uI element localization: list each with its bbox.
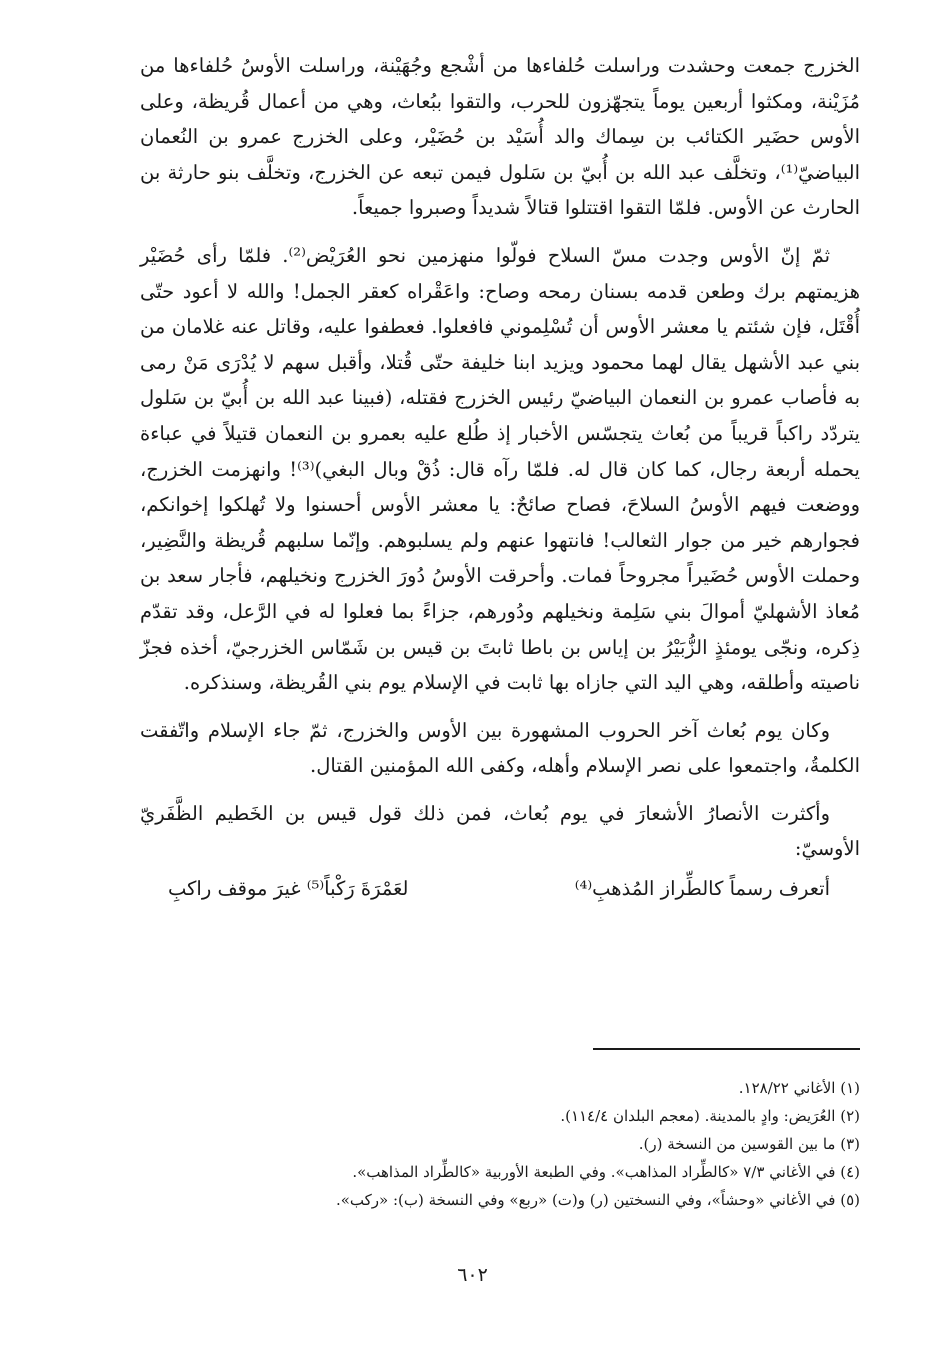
footnote-5: (٥) في الأغاني «وحشاً»، وفي النسختين (ر) و(ت) «ربع» وفي النسخة (ب): «ركب». [335,1191,860,1209]
footnote-2: (٢) العُرَيض: وادٍ بالمدينة. (معجم البلدان ١١٤/٤). [560,1107,860,1125]
poem-verse [140,871,860,907]
paragraph-2: ثمّ إنّ الأوس وجدت مسّ السلاح فولّوا منهزمين نحو العُرَيْض⁽²⁾. فلمّا رأى حُضَيْر هزيمتهم برك وطعن قدمه بسنان رمحه وصاح: واعَقْراه كعقر الجمل! والله لا أعود حتّى أُقْتَل، فإن شئتم يا معشر الأوس أن تُسْلِموني فافعلوا. فعطفوا عليه، وقاتل عنه غلامان من بني عبد الأشهل يقال لهما محمود ويزيد ابنا خليفة حتّى قُتلا، وأقبل سهم لا يُدْرَى مَنْ رمى به فأصاب عمرو بن النعمان البياضيّ رئيس الخزرج فقتله، (فبينا عبد الله بن أُبيّ بن سَلول يتردّد راكباً قريباً من بُعاث يتجسّس الأخبار إذ طُلع عليه بعمرو بن النعمان قتيلاً في عباءة يحمله أربعة رجال، كما كان قال له. فلمّا رآه قال: ذُقْ وبال البغي)⁽³⁾! وانهزمت الخزرج، ووضعت فيهم الأوسُ السلاحَ، فصاح صائحٌ: يا معشر الأوس أحسنوا ولا تُهلكوا إخوانكم، فجوارهم خير من جوار الثعالب! فانتهوا عنهم ولم يسلبوهم. وإنّما سلبهم قُريظة والنَّضِير، وحملت الأوس حُضَيراً مجروحاً فمات. وأحرقت الأوسُ دُورَ الخزرج ونخيلهم، فأجار سعد بن مُعاذ الأشهليّ أموالَ بني سَلِمة ونخيلهم ودُورهم، جزاءً بما فعلوا له في الرَّعل، وقد تقدّم ذِكره، ونجّى يومئذٍ الزُّبَيْرُ بن إياس بن باطا ثابتَ بن قيس بن شَمّاس الخزرجيّ، أخذه فجزّ ناصيته وأطلقه، وهي اليد التي جازاه بها ثابت في الإسلام يوم بني القُريظة، وسنذكره. [140,243,860,695]
footnote-divider [593,1048,860,1050]
page-number: ٦٠٢ [457,1264,488,1286]
paragraph-3: وكان يوم بُعاث آخر الحروب المشهورة بين الأوس والخزرج، ثمّ جاء الإسلام واتّفقت الكلمةُ، واجتمعوا على نصر الإسلام وأهله، وكفى الله المؤمنين القتال. [140,718,860,778]
verse-first-hemistich: أتعرف رسماً كالطِّراز المُذهبِ⁽⁴⁾ [574,877,830,901]
paragraph-4: وأكثرت الأنصارُ الأشعارَ في يوم بُعاث، فمن ذلك قول قيس بن الخَطيم الظَّفَريّ الأوسيّ: [140,801,860,861]
main-text [140,48,860,907]
footnote-3: (٣) ما بين القوسين من النسخة (ر). [638,1135,860,1153]
footnote-4: (٤) في الأغاني ٧/٣ «كالطِّراد المذاهب». وفي الطبعة الأوربية «كالطِّراد المذاهب». [352,1163,860,1181]
verse-second-hemistich: لعَمْرَةَ رَكْباً⁽⁵⁾ غيرَ موقف راكبِ [168,877,409,901]
footnote-1: (١) الأغاني ١٢٨/٢٢. [738,1079,860,1097]
paragraph-1: الخزرج جمعت وحشدت وراسلت حُلفاءها من أشْجع وجُهَيْنة، وراسلت الأوسُ حُلفاءها من مُزَيْنة، ومكثوا أربعين يوماً يتجهّزون للحرب، والتقوا ببُعاث، وهي من أعمال قُريظة، وعلى الأوس حضَير الكتائب بن سِماك والد أُسَيْد بن حُضَيْر، وعلى الخزرج عمرو بن النُعمان البياضيّ⁽¹⁾، وتخلَّف عبد الله بن أُبيّ بن سَلول فيمن تبعه عن الخزرج، وتخلَّف بنو حارثة بن الحارث عن الأوس. فلمّا التقوا اقتتلوا قتالاً شديداً وصبروا جميعاً. [140,54,860,220]
footnotes [140,1074,860,1214]
